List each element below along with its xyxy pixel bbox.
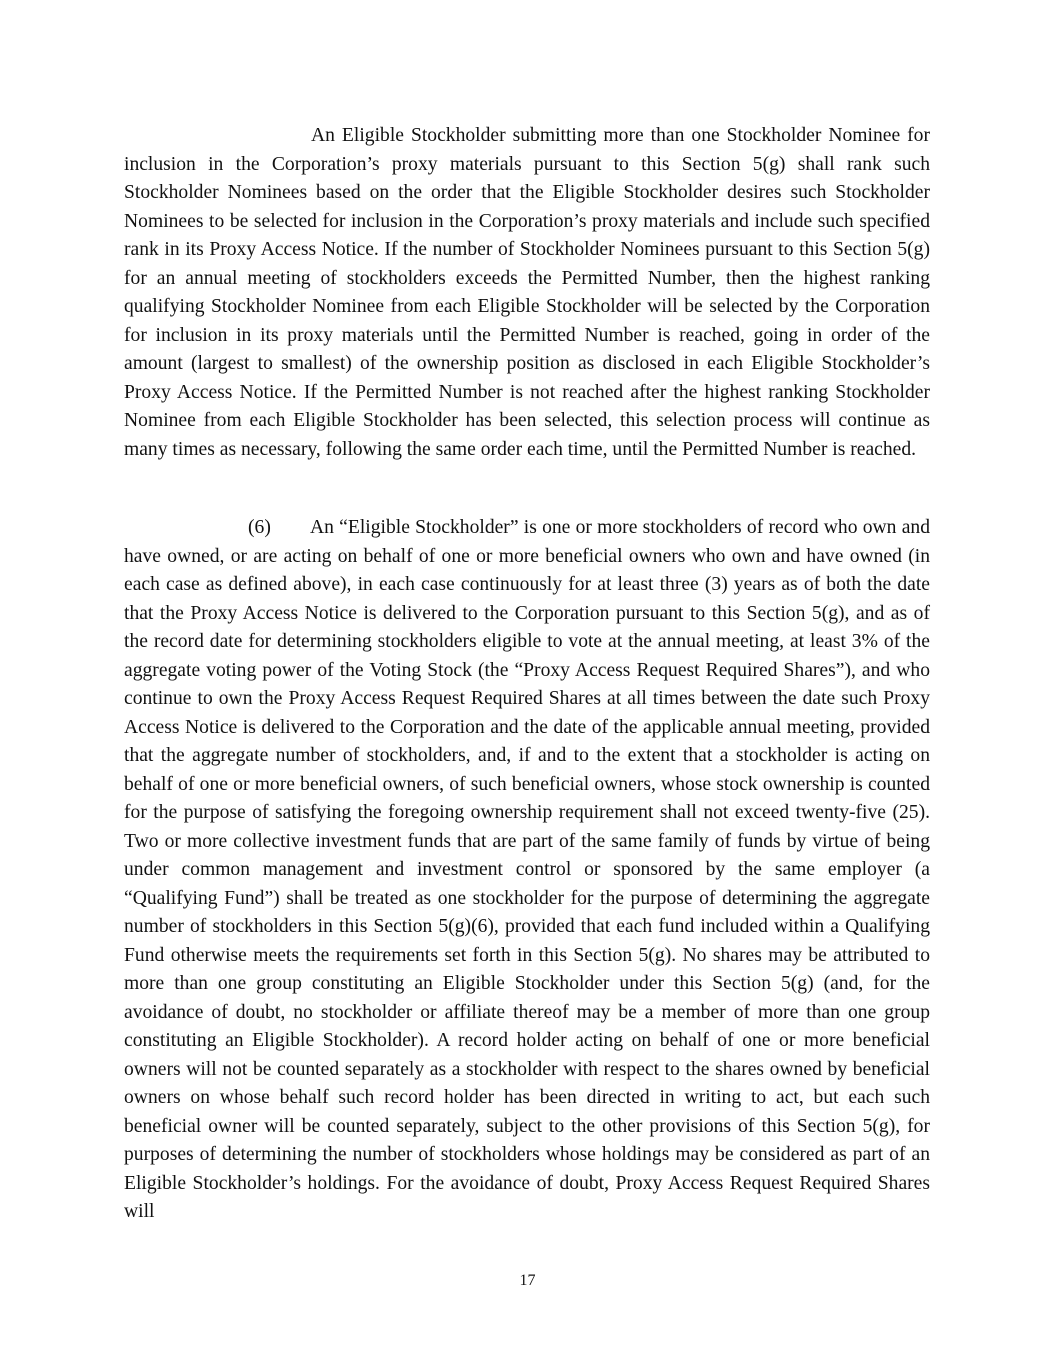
paragraph-body: An “Eligible Stockholder” is one or more stockholders of record who own and have owned, or are acting on behalf of one or more beneficial owners who own and have owned (in each case as defined above), in each case continuously for at least three (3) years as of both the date that the Proxy Access Notice is delivered to the Corporation pursuant to this Section 5(g), and as of the record date for determining stockholders eligible to vote at the annual meeting, at least 3% of the aggregate voting power of the Voting Stock (the “Proxy Access Request Required Shares”), and who continue to own the Proxy Access Request Required Shares at all times between the date such Proxy Access Notice is delivered to the Corporation and the date of the applicable annual meeting, provided that the aggregate number of stockholders, and, if and to the extent that a stockholder is acting on behalf of one or more beneficial owners, of such beneficial owners, whose stock ownership is counted for the purpose of satisfying the foregoing ownership requirement shall not exceed twenty-five (25). Two or more collective investment funds that are part of the same family of funds by virtue of being under common management and investment control or sponsored by the same employer (a “Qualifying Fund”) shall be treated as one stockholder for the purpose of determining the aggregate number of stockholders in this Section 5(g)(6), provided that each fund included within a Qualifying Fund otherwise meets the requirements set forth in this Section 5(g). No shares may be attributed to more than one group constituting an Eligible Stockholder under this Section 5(g) (and, for the avoidance of doubt, no stockholder or affiliate thereof may be a member of more than one group constituting an Eligible Stockholder). A record holder acting on behalf of one or more beneficial owners will not be counted separately as a stockholder with respect to the shares owned by beneficial owners on whose behalf such record holder has been directed in writing to act, but each such beneficial owner will be counted separately, subject to the other provisions of this Section 5(g), for purposes of determining the number of stockholders whose holdings may be considered as part of an Eligible Stockholder’s holdings. For the avoidance of doubt, Proxy Access Request Required Shares will [124, 517, 930, 1222]
paragraph-eligible-stockholder-definition [124, 514, 930, 1227]
paragraph-number: (6) [248, 517, 271, 538]
page-number: 17 [519, 1272, 536, 1289]
paragraph-stockholder-nominee-ranking: An Eligible Stockholder submitting more than one Stockholder Nominee for inclusion in the Corporation’s proxy materials pursuant to this Section 5(g) shall rank such Stockholder Nominees based on the order that the Eligible Stockholder desires such Stockholder Nominees to be selected for inclusion in the Corporation’s proxy materials and include such specified rank in its Proxy Access Notice. If the number of Stockholder Nominees pursuant to this Section 5(g) for an annual meeting of stockholders exceeds the Permitted Number, then the highest ranking qualifying Stockholder Nominee from each Eligible Stockholder will be selected by the Corporation for inclusion in its proxy materials until the Permitted Number is reached, going in order of the amount (largest to smallest) of the ownership position as disclosed in each Eligible Stockholder’s Proxy Access Notice. If the Permitted Number is not reached after the highest ranking Stockholder Nominee from each Eligible Stockholder has been selected, this selection process will continue as many times as necessary, following the same order each time, until the Permitted Number is reached. [124, 125, 930, 460]
